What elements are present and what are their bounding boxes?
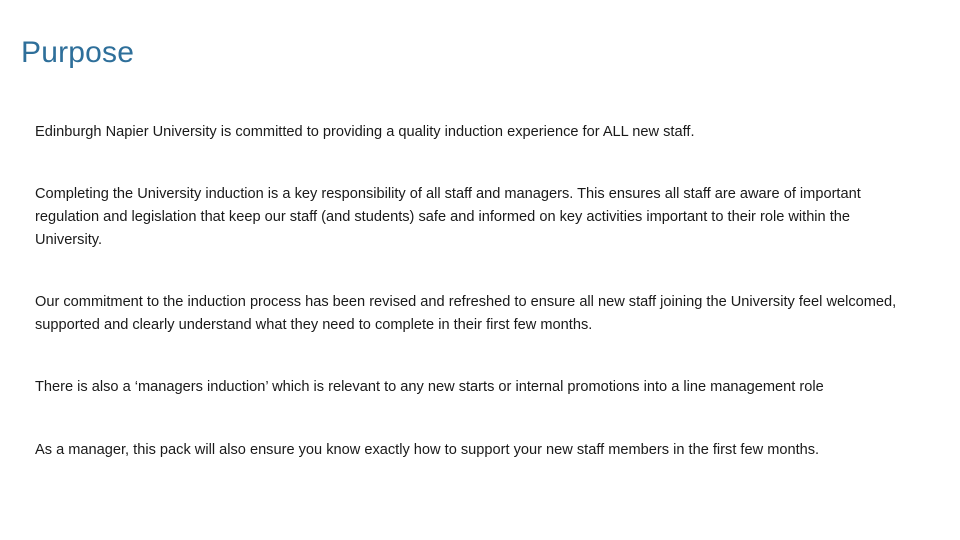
slide-title: Purpose: [21, 36, 135, 69]
paragraph-responsibility: Completing the University induction is a key responsibility of all staff and managers. This ensures all staff are aware of important regulation and legislation that keep our staff (and students) safe and informed on key activities important to their role within the University.: [35, 186, 861, 248]
paragraph-manager-support: As a manager, this pack will also ensure you know exactly how to support your new staff members in the first few months.: [35, 442, 820, 458]
paragraph-managers-induction: There is also a ‘managers induction’ which is relevant to any new starts or internal promotions into a line management role: [35, 379, 824, 395]
paragraph-commitment: Edinburgh Napier University is committed to providing a quality induction experience for ALL new staff.: [35, 124, 695, 140]
slide-body: [35, 121, 911, 462]
paragraph-process: Our commitment to the induction process has been revised and refreshed to ensure all new staff joining the University feel welcomed, supported and clearly understand what they need to complete in their first few months.: [35, 294, 897, 333]
